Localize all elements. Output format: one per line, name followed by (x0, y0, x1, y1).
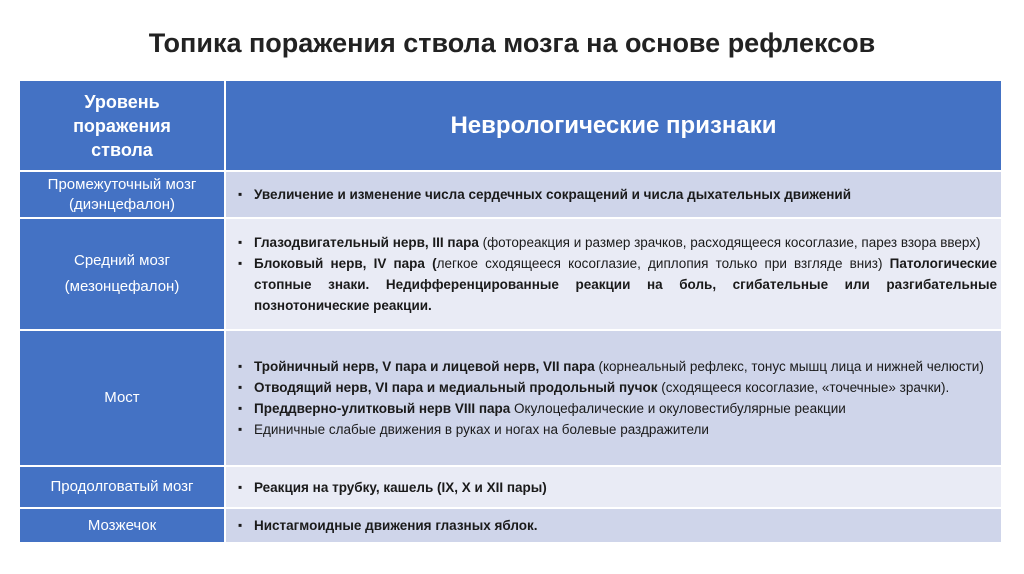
list-item: ▪ Тройничный нерв, V пара и лицевой нерв, VII пара (корнеальный рефлекс, тонус мышц лица и нижней челюсти) (238, 356, 997, 377)
header-level: Уровень поражения ствола (20, 81, 226, 172)
table-row (20, 331, 1003, 467)
reflex-table (20, 81, 1003, 544)
header-signs: Неврологические признаки (226, 81, 1003, 172)
list-item: ▪ Глазодвигательный нерв, III пара (фотореакция и размер зрачков, расходящееся косоглазие, парез взора вверх) (238, 232, 997, 253)
row-label-medulla: Продолговатый мозг (20, 467, 226, 509)
row-label-pons: Мост (20, 331, 226, 467)
row-content (226, 467, 1003, 509)
table-row (20, 467, 1003, 509)
page-title: Топика поражения ствола мозга на основе рефлексов (148, 28, 876, 58)
list-item: ▪ Блоковый нерв, IV пара (легкое сходящееся косоглазие, диплопия только при взгляде вниз) Патологические стопные знаки. Недифференцированные реакции на боль, сгибательные или разгибательные познотонические реакции. (238, 253, 997, 316)
list-item: ▪ Преддверно-улитковый нерв VIII пара Окулоцефалические и окуловестибулярные реакции (238, 398, 997, 419)
table-row (20, 509, 1003, 544)
table-row (20, 172, 1003, 219)
list-item: ▪ Увеличение и изменение числа сердечных сокращений и числа дыхательных движений (238, 184, 997, 205)
row-content (226, 172, 1003, 219)
row-content (226, 331, 1003, 467)
row-label-cerebellum: Мозжечок (20, 509, 226, 544)
row-content (226, 509, 1003, 544)
list-item: ▪ Реакция на трубку, кашель (IX, X и XII пары) (238, 477, 997, 498)
table-header-row (20, 81, 1003, 172)
list-item: ▪ Единичные слабые движения в руках и ногах на болевые раздражители (238, 419, 997, 440)
table-row (20, 219, 1003, 331)
row-label-mesencephalon: Средний мозг (мезонцефалон) (20, 219, 226, 331)
list-item: ▪ Нистагмоидные движения глазных яблок. (238, 515, 997, 536)
row-label-diencephalon: Промежуточный мозг (диэнцефалон) (20, 172, 226, 219)
row-content (226, 219, 1003, 331)
list-item: ▪ Отводящий нерв, VI пара и медиальный продольный пучок (сходящееся косоглазие, «точечные» зрачки). (238, 377, 997, 398)
